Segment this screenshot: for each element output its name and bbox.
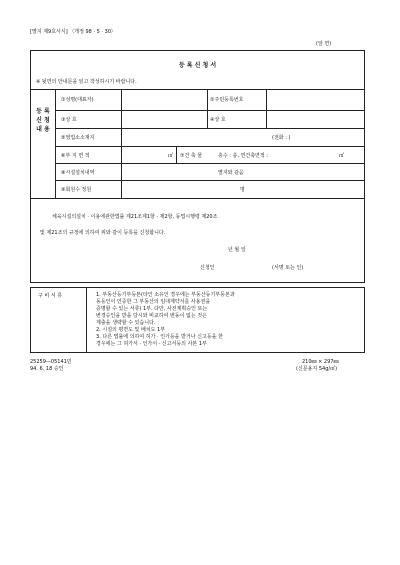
name-label: ①성명(대표자) [61, 97, 94, 103]
building-label: ⑦건 축 물 [180, 153, 203, 159]
attachment-item: 2. 시설의 평면도 및 배치도 1부 [96, 327, 166, 333]
resident-no-label: ②주민등록번호 [210, 97, 244, 103]
table-bottom-line [30, 198, 365, 199]
form-reference: [별지 제9호서식] 〈개정 98 · 5 · 30〉 [30, 29, 116, 35]
mid-divider [266, 89, 267, 128]
trade-name-label: ③상 호 [61, 117, 77, 123]
attachment-item: 3. 다른 법률에 의하여 허가 · 인가등을 받거나 신고등을 한 [96, 334, 223, 340]
floor-area-label: 층수 : 층, 연건축면적 : [218, 153, 268, 159]
form-code: 25259—05141민 [30, 359, 72, 365]
row-line [55, 180, 365, 181]
row-line [55, 110, 365, 111]
section-divider [55, 89, 56, 198]
facilities-label: ⑧시설설치내역 [61, 170, 95, 176]
section-label: 등 록 신 청 내 용 [36, 108, 50, 133]
form-instruction: ※ 뒷면의 안내문을 읽고 작성하시기 바랍니다. [36, 79, 137, 85]
site-area-unit: ㎡ [168, 153, 174, 159]
statement-line-2: 및 제21조의 규정에 의하여 위와 같이 등록을 신청합니다. [40, 230, 166, 236]
page-side-label: (앞 면) [316, 41, 332, 47]
mid-divider [207, 89, 208, 128]
row-line [55, 146, 365, 147]
area-divider [176, 146, 177, 163]
attachment-item: 변경승인을 받을 당시와 비교하여 변동이 없는 것은 [96, 313, 207, 319]
table-top-line [30, 89, 365, 90]
paper-spec: (신문용지 54g/㎡) [296, 366, 338, 372]
attachment-item: 경우에는 그 허가서 · 인가서 · 신고서등의 사본 1부 [96, 341, 207, 347]
applicant-label: 신청인 [200, 265, 215, 271]
form-title: 등 록 신 청 서 [178, 62, 217, 69]
paper-size: 210㎜ × 297㎜ [302, 359, 339, 365]
signature-label: (서명 또는 인) [272, 265, 304, 271]
floor-area-unit: ㎡ [339, 153, 345, 159]
attachment-item: 제출을 생략할 수 있습니다. [96, 320, 156, 326]
row-line [55, 163, 365, 164]
approval-date: 94. 6. 18 승인 [30, 366, 64, 372]
statement-line-1: 체육시설의설치 · 이용에관한법률 제21조제1항 · 제2항, 동법시행령 제20조 [52, 214, 218, 220]
attachments-label: 구 비 서 류 [38, 293, 63, 299]
date-line: 년 월 일 [228, 247, 246, 253]
label-divider [121, 89, 122, 198]
facilities-value: 별지와 같음 [218, 170, 244, 176]
site-area-label: ⑥부 지 면 적 [61, 153, 90, 159]
attachment-item: 동등인이 인증한 그 부동산의 임대계약서를 사용권을 [96, 299, 211, 305]
address-label: ⑤영업소소재지 [61, 135, 95, 141]
trade-name-label-2: ④상 호 [210, 117, 226, 123]
phone-label: (전화 : ) [272, 135, 291, 141]
attachment-item: 1. 부동산등기부등본(타인 소유인 경우에는 부동산등기부등본과 [96, 292, 235, 298]
row-line [55, 128, 365, 129]
attachments-divider [86, 287, 87, 353]
members-unit: 명 [240, 187, 245, 193]
members-label: ⑨회원수 정원 [61, 187, 92, 193]
attachment-item: 증명할 수 있는 서류) 1부. 다만, 사전계획승인 또는 [96, 306, 208, 312]
